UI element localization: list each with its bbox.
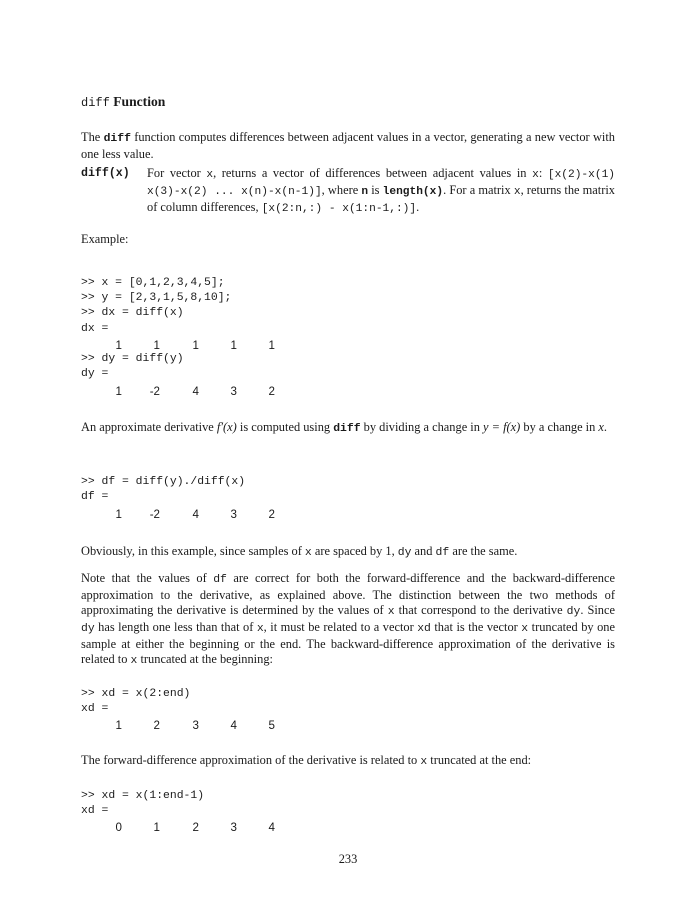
output-value: 3 bbox=[230, 385, 237, 398]
inline-code: diff bbox=[333, 423, 361, 435]
text-run: Obviously, in this example, since samples of bbox=[81, 544, 305, 558]
inline-code: df bbox=[213, 574, 227, 586]
output-value: 0 bbox=[115, 821, 122, 834]
text-run: are the same. bbox=[449, 544, 518, 558]
output-value: -2 bbox=[149, 508, 160, 521]
inline-code: dy bbox=[566, 606, 581, 618]
heading-code: diff bbox=[81, 96, 110, 110]
text-run: and bbox=[411, 544, 436, 558]
text-run: For vector bbox=[147, 166, 207, 180]
output-value: 1 bbox=[268, 339, 275, 352]
output-value: 3 bbox=[230, 508, 237, 521]
inline-code: n bbox=[361, 186, 369, 198]
xd-backward-output-row bbox=[81, 718, 301, 734]
text-run: that is the vector bbox=[430, 620, 522, 634]
code-block-4: >> xd = x(1:end-1) xd = bbox=[81, 790, 205, 818]
text-run: has length one less than that of bbox=[94, 620, 257, 634]
text-run: that correspond to the derivative bbox=[394, 603, 567, 617]
text-run: truncated at the end: bbox=[427, 753, 532, 767]
text-run: The bbox=[81, 130, 104, 144]
inline-code: df bbox=[435, 547, 450, 559]
output-value: 2 bbox=[192, 821, 199, 834]
output-value: 1 bbox=[115, 385, 122, 398]
text-run: are correct for both the forward-difference and the backward-difference approximation to the derivative, as explained above. The distinction between the two methods of approximating the derivative is determined by the values of bbox=[81, 571, 615, 617]
text-run: , where bbox=[321, 183, 362, 197]
inline-code: [x(2:n,:) - x(1:n-1,:)] bbox=[261, 203, 417, 215]
inline-code: xd bbox=[417, 623, 431, 635]
output-value: 1 bbox=[115, 339, 122, 352]
xd-forward-output-row bbox=[81, 820, 301, 836]
note-paragraph bbox=[81, 571, 615, 669]
code-block-3: >> xd = x(2:end) xd = bbox=[81, 688, 191, 716]
inline-code: dy bbox=[397, 547, 412, 559]
output-value: 1 bbox=[153, 821, 160, 834]
text-run: . bbox=[603, 420, 608, 434]
output-value: 2 bbox=[268, 385, 275, 398]
text-run: are spaced by 1, bbox=[311, 544, 398, 558]
output-value: 5 bbox=[268, 719, 275, 732]
heading-text: Function bbox=[109, 94, 166, 109]
text-run: truncated at the beginning: bbox=[137, 652, 273, 666]
output-value: 4 bbox=[230, 719, 237, 732]
output-value: 4 bbox=[192, 385, 199, 398]
text-run: , returns the matrix of column differences, bbox=[147, 183, 616, 214]
example-label: Example: bbox=[81, 232, 129, 246]
text-run: Note that the values of bbox=[81, 571, 214, 585]
inline-code: x bbox=[304, 547, 312, 559]
output-value: 3 bbox=[192, 719, 199, 732]
inline-code: length(x) bbox=[382, 186, 444, 198]
output-value: 1 bbox=[115, 719, 122, 732]
text-run: is computed using bbox=[236, 420, 334, 434]
code-block-1b: >> dy = diff(y) dy = bbox=[81, 353, 184, 381]
text-run: . For a matrix bbox=[443, 183, 514, 197]
inline-code: x bbox=[513, 186, 521, 198]
inline-code: x bbox=[256, 623, 264, 635]
inline-code: x bbox=[420, 756, 428, 768]
output-value: 3 bbox=[230, 821, 237, 834]
text-run: , it must be related to a vector bbox=[263, 620, 418, 634]
output-value: 1 bbox=[153, 339, 160, 352]
inline-code: x bbox=[387, 606, 395, 618]
output-value: 1 bbox=[115, 508, 122, 521]
definition-description bbox=[147, 166, 615, 217]
text-run: by a change in bbox=[520, 420, 599, 434]
math-expression: f′(x) bbox=[216, 420, 237, 434]
inline-code: dy bbox=[81, 623, 95, 635]
intro-paragraph bbox=[81, 130, 615, 162]
text-run: , returns a vector of differences between adjacent values in bbox=[213, 166, 533, 180]
text-run: : bbox=[538, 166, 548, 180]
inline-code: [x(2)-x(1) x(3)-x(2) ... x(n)-x(n-1)] bbox=[147, 169, 615, 198]
df-output-row bbox=[81, 507, 301, 523]
code-block-2: >> df = diff(y)./diff(x) df = bbox=[81, 476, 246, 504]
section-heading bbox=[81, 94, 165, 111]
output-value: 4 bbox=[268, 821, 275, 834]
text-run: An approximate derivative bbox=[81, 420, 217, 434]
inline-code: x bbox=[532, 169, 539, 181]
text-run: truncated by one sample at either the beginning or the end. The backward-difference approximation of the derivative is related to bbox=[81, 620, 615, 666]
output-value: 2 bbox=[268, 508, 275, 521]
page-number: 233 bbox=[338, 852, 358, 866]
derivative-paragraph bbox=[81, 420, 615, 437]
obvious-paragraph bbox=[81, 544, 615, 561]
math-expression: x bbox=[598, 420, 604, 434]
output-value: 1 bbox=[230, 339, 237, 352]
output-value: 2 bbox=[153, 719, 160, 732]
text-run: is bbox=[368, 183, 383, 197]
text-run: . Since bbox=[580, 603, 615, 617]
code-block-1: >> x = [0,1,2,3,4,5]; >> y = [2,3,1,5,8,10]; >> dx = diff(x) dx = bbox=[81, 277, 232, 335]
output-value: -2 bbox=[149, 385, 160, 398]
text-run: by dividing a change in bbox=[360, 420, 484, 434]
forward-paragraph bbox=[81, 753, 615, 770]
text-run: The forward-difference approximation of the derivative is related to bbox=[81, 753, 421, 767]
text-run: . bbox=[416, 200, 420, 214]
inline-code: diff bbox=[103, 133, 131, 145]
dy-output-row bbox=[81, 384, 301, 400]
inline-code: x bbox=[130, 655, 138, 667]
text-run: function computes differences between adjacent values in a vector, generating a new vector with one less value. bbox=[81, 130, 615, 161]
definition-term: diff(x) bbox=[81, 167, 130, 180]
math-expression: y = f(x) bbox=[483, 420, 521, 434]
output-value: 1 bbox=[192, 339, 199, 352]
inline-code: x bbox=[521, 623, 529, 635]
output-value: 4 bbox=[192, 508, 199, 521]
inline-code: x bbox=[206, 169, 214, 181]
